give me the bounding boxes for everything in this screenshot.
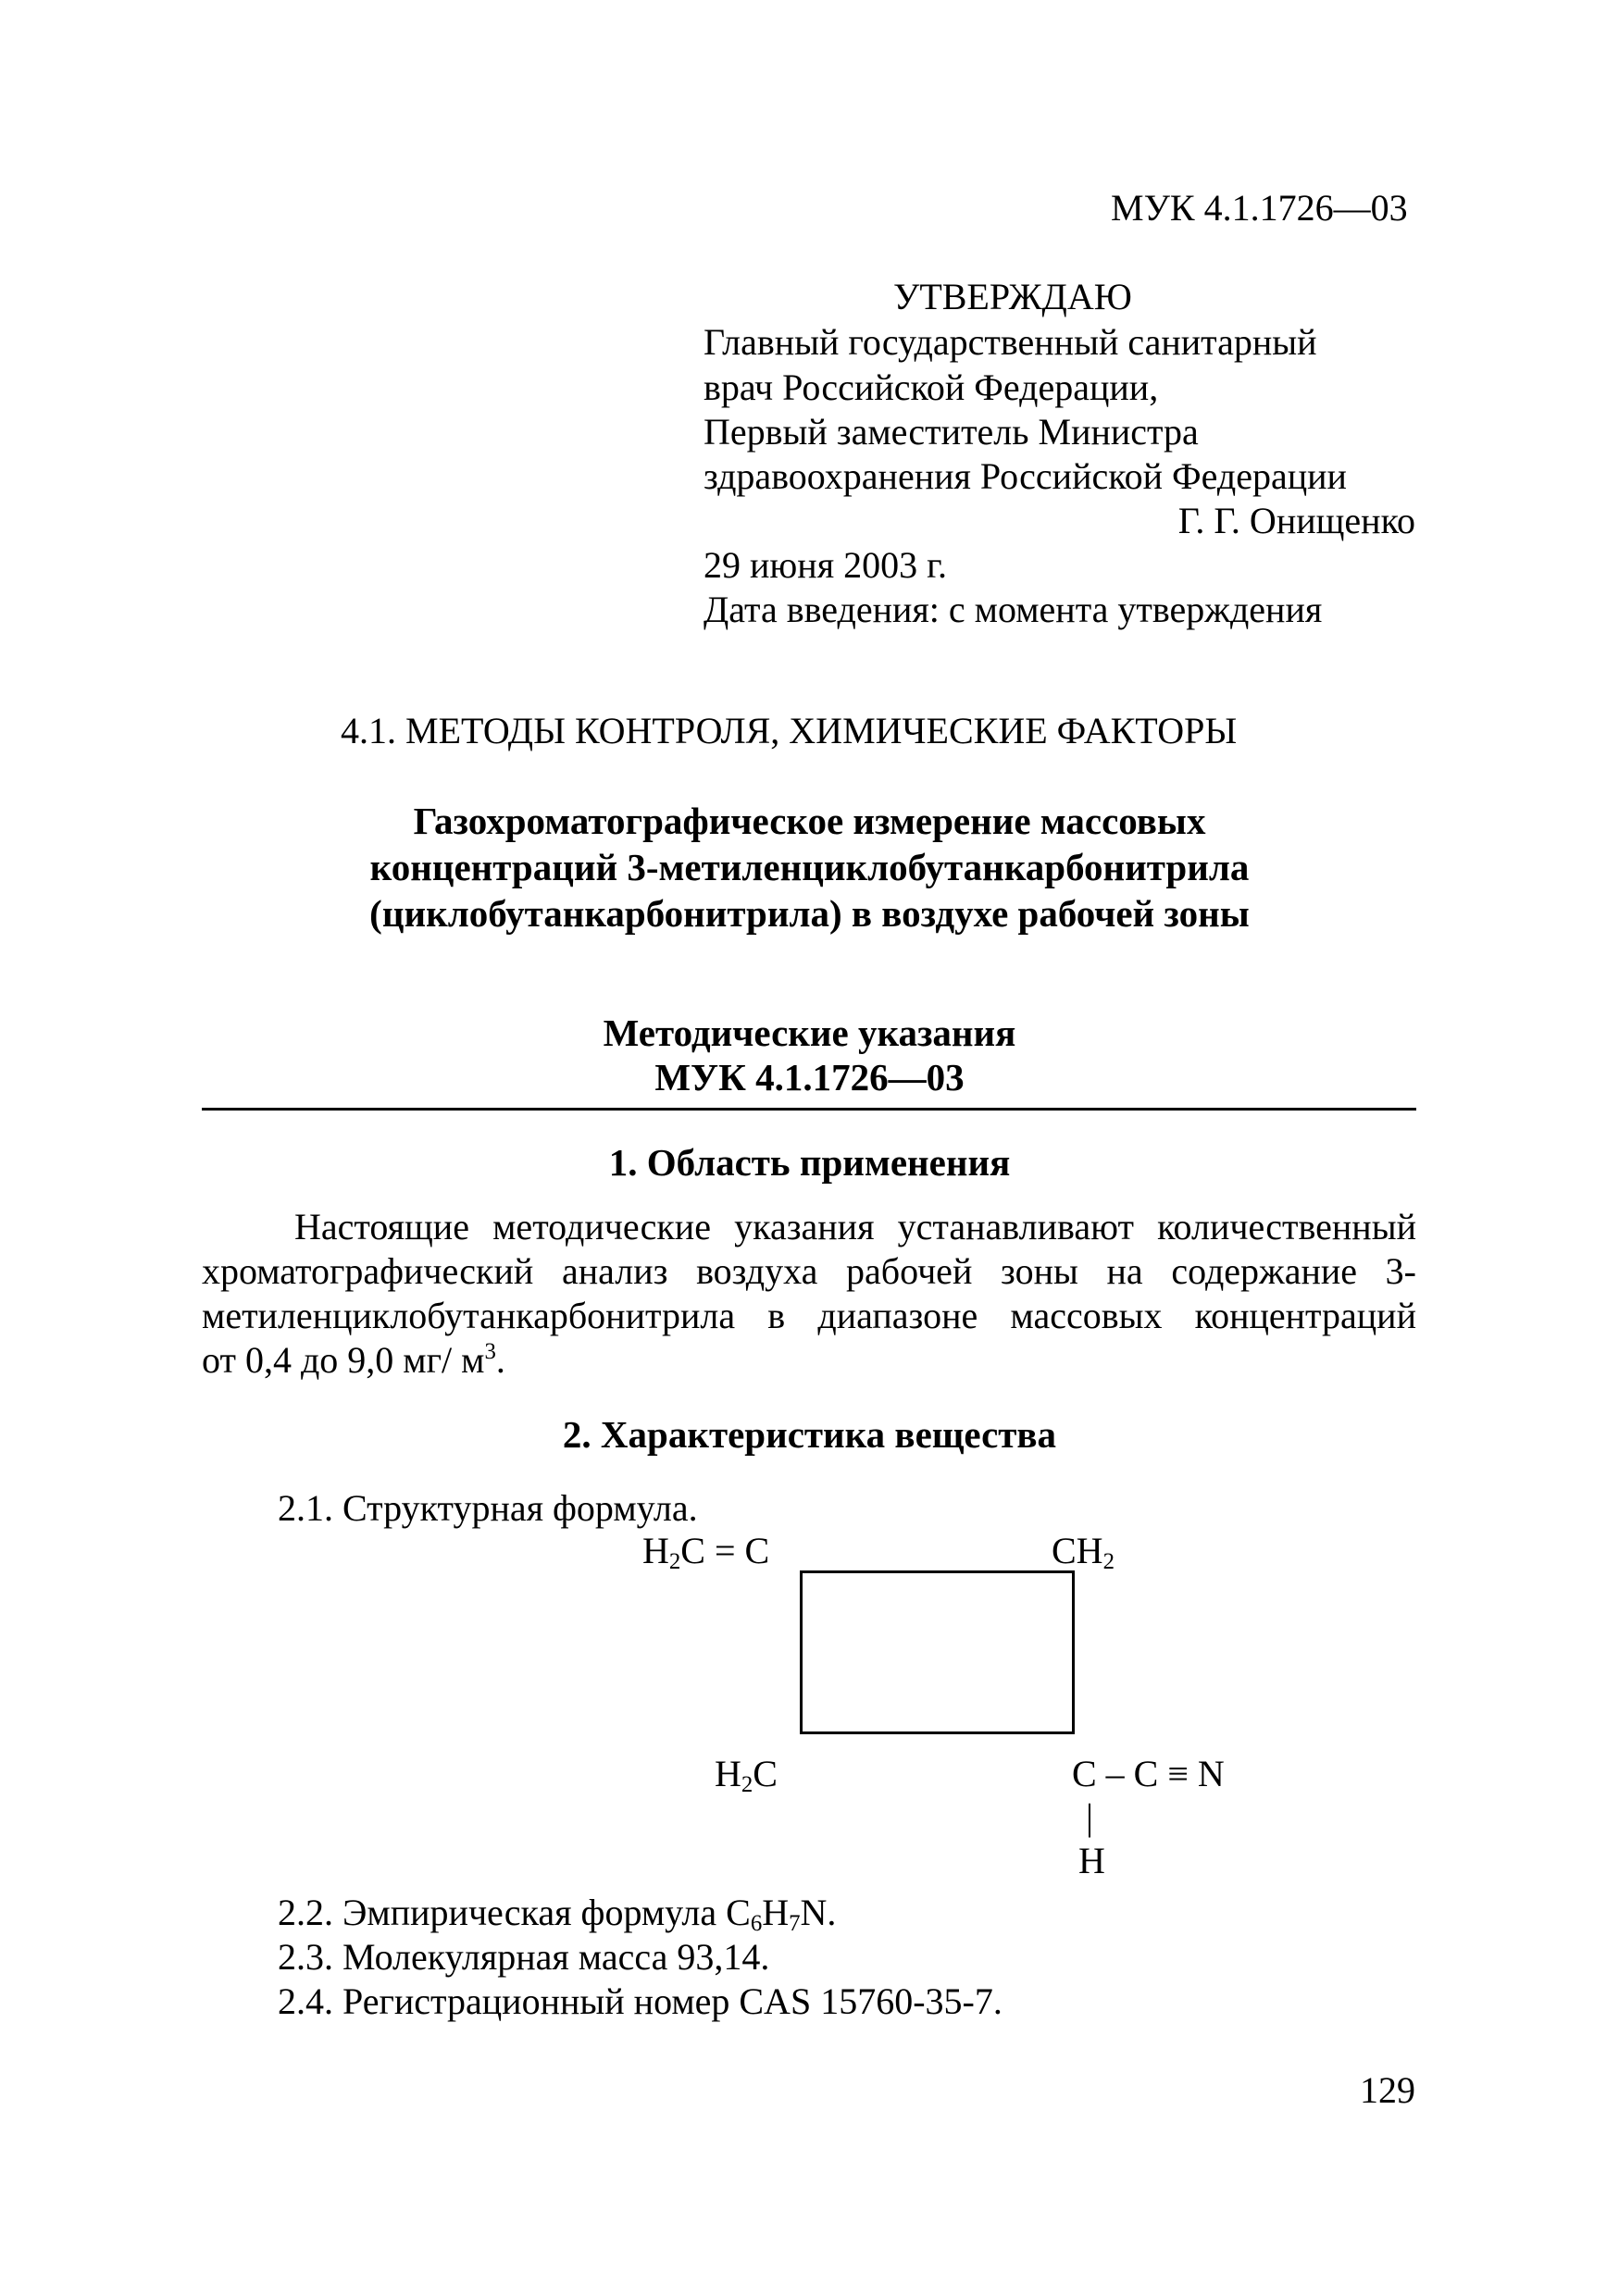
approval-title: УТВЕРЖДАЮ [893,276,1132,317]
approval-line: здравоохранения Российской Федерации [704,455,1347,497]
body-line: Настоящие методические указания устанавливают количественный [294,1206,1416,1247]
body-line: метиленциклобутанкарбонитрила в диапазоне массовых концентраций [202,1295,1416,1336]
title-line: концентраций 3-метиленциклобутанкарбонитрила [369,846,1250,888]
section1-heading: 1. Область применения [608,1141,1011,1184]
formula-bond: | [1086,1796,1094,1838]
signatory-name: Г. Г. Онищенко [1177,500,1415,541]
body-line: хроматографический анализ воздуха рабочей зоны на содержание 3- [202,1250,1416,1292]
item-empirical-formula: 2.2. Эмпирическая формула $C_6H_7N$. [278,1892,837,1937]
title-line: (циклобутанкарбонитрила) в воздухе рабочей зоны [369,892,1250,935]
body-line: от 0,4 до 9,0 мг/ $м^3$. [202,1339,505,1381]
document-code: МУК 4.1.1726—03 [1111,187,1408,229]
approval-line: врач Российской Федерации, [704,366,1159,408]
formula-top-right: $CH_2$ [1052,1530,1115,1575]
item-cas-number: 2.4. Регистрационный номер CAS 15760-35-7. [278,1980,1003,2022]
section-heading: 4.1. МЕТОДЫ КОНТРОЛЯ, ХИМИЧЕСКИЕ ФАКТОРЫ [341,710,1238,751]
formula-bottom-right: C – C ≡ N [1072,1753,1225,1794]
item-structural-formula: 2.1. Структурная формула. [278,1487,698,1529]
formula-bottom-left: $H_2C$ [715,1753,778,1798]
subtitle-line: Методические указания [603,1011,1016,1054]
formula-hydrogen: H [1078,1840,1105,1881]
subtitle-code: МУК 4.1.1726—03 [654,1056,965,1098]
document-title [185,798,1434,937]
effective-date: Дата введения: с момента утверждения [704,589,1323,630]
item-molecular-mass: 2.3. Молекулярная масса 93,14. [278,1936,770,1978]
page-number: 129 [1360,2069,1415,2111]
section2-heading: 2. Характеристика вещества [562,1413,1057,1456]
section1-body [202,1205,1416,1383]
formula-top-left: $H_2C = C$ [642,1530,770,1575]
divider [202,1108,1416,1111]
approval-line: Первый заместитель Министра [704,411,1199,453]
approval-line: Главный государственный санитарный [704,321,1317,363]
cyclobutane-ring [800,1570,1075,1734]
approval-date: 29 июня 2003 г. [704,544,947,586]
subtitle [185,1011,1434,1099]
title-line: Газохроматографическое измерение массовых [413,800,1206,842]
